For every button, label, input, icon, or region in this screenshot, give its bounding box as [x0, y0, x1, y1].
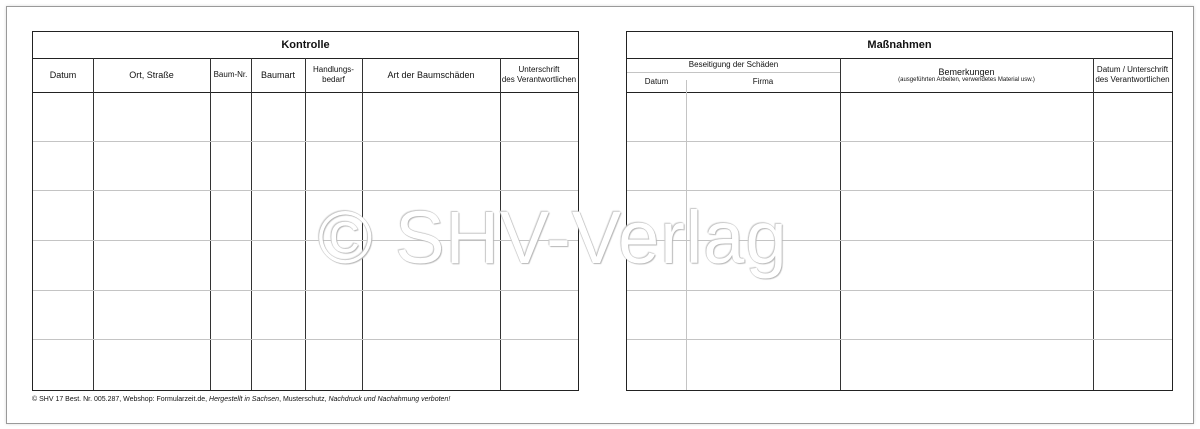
row-divider: [33, 339, 578, 340]
column-header-firma: Firma: [752, 77, 774, 86]
row-divider: [33, 190, 578, 191]
row-divider: [627, 240, 1172, 241]
column-header-datum-unterschrift: Datum / Unterschrift des Verantwortlichen: [1095, 65, 1170, 84]
column-divider: [251, 58, 252, 390]
row-divider: [33, 290, 578, 291]
bemerkungen-note: (ausgeführten Arbeiten, verwendetes Material usw.): [898, 76, 1035, 83]
column-header-ort-strasse: Ort, Straße: [129, 70, 174, 80]
column-divider: [210, 58, 211, 390]
row-divider: [627, 290, 1172, 291]
column-header-datum: Datum: [644, 77, 669, 86]
footer-origin: Hergestellt in Sachsen: [209, 396, 280, 403]
row-divider: [627, 190, 1172, 191]
column-header-baumart: Baumart: [260, 70, 295, 80]
row-divider: [33, 240, 578, 241]
column-header-datum: Datum: [49, 70, 77, 80]
row-divider: [627, 141, 1172, 142]
footer-protection: , Musterschutz,: [279, 396, 329, 403]
massnahmen-title: Maßnahmen: [627, 32, 1172, 59]
column-divider: [840, 58, 841, 390]
column-divider: [1093, 58, 1094, 390]
column-divider: [362, 58, 363, 390]
row-divider: [627, 339, 1172, 340]
row-divider: [33, 141, 578, 142]
column-divider: [93, 58, 94, 390]
column-divider: [305, 58, 306, 390]
footer-order-info: © SHV 17 Best. Nr. 005.287, Webshop: Formularzeit.de,: [32, 396, 210, 403]
kontrolle-table: [32, 31, 579, 391]
footer-imprint: [32, 396, 450, 403]
column-header-baum-nr: Baum-Nr.: [213, 70, 248, 79]
bemerkungen-label: Bemerkungen: [938, 66, 995, 77]
column-header-handlungsbedarf: Handlungs- bedarf: [313, 65, 354, 84]
column-divider: [500, 58, 501, 390]
footer-copy-notice: Nachdruck und Nachahmung verboten!: [328, 396, 451, 403]
copyright-watermark: © SHV-Verlag: [318, 196, 788, 279]
kontrolle-title: Kontrolle: [33, 32, 578, 59]
column-divider: [686, 80, 687, 390]
massnahmen-header-row: [627, 58, 1172, 93]
massnahmen-table: [626, 31, 1173, 391]
column-header-unterschrift: Unterschrift des Verantwortlichen: [501, 65, 577, 84]
column-header-bemerkungen: [840, 58, 1093, 92]
column-header-art-der-baumschaeden: Art der Baumschäden: [387, 70, 475, 80]
column-group-header-beseitigung: Beseitigung der Schäden: [688, 60, 779, 69]
